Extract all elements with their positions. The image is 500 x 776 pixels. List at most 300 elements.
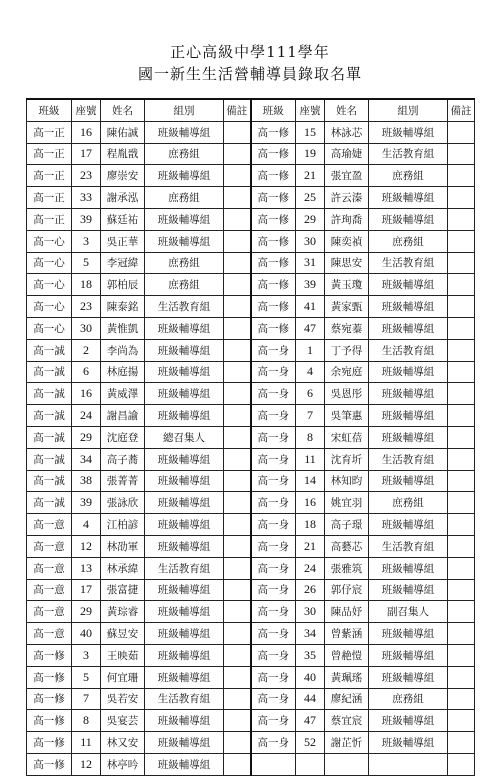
name-cell: 張詠欣 <box>101 492 145 514</box>
table-row <box>27 623 475 645</box>
name-cell: 高子蕎 <box>101 448 145 470</box>
remark-cell <box>224 143 251 165</box>
class-cell: 高一修 <box>251 208 296 230</box>
class-cell: 高一身 <box>251 579 296 601</box>
seat-cell <box>296 753 325 775</box>
name-cell: 余宛庭 <box>325 361 369 383</box>
seat-cell: 17 <box>72 143 101 165</box>
seat-cell: 26 <box>296 579 325 601</box>
name-cell: 吳恩彤 <box>325 383 369 405</box>
remark-cell <box>224 514 251 536</box>
table-row <box>27 230 475 252</box>
group-cell: 庶務組 <box>145 252 224 274</box>
remark-cell <box>448 208 475 230</box>
column-header-name: 姓名 <box>325 99 369 121</box>
group-cell: 班級輔導組 <box>369 514 448 536</box>
class-cell: 高一修 <box>251 296 296 318</box>
name-cell: 吳正華 <box>101 230 145 252</box>
group-cell: 班級輔導組 <box>145 710 224 732</box>
remark-cell <box>224 710 251 732</box>
remark-cell <box>448 361 475 383</box>
table-row <box>27 448 475 470</box>
name-cell: 何宜珊 <box>101 666 145 688</box>
seat-cell: 35 <box>296 644 325 666</box>
class-cell: 高一誠 <box>27 383 72 405</box>
class-cell: 高一修 <box>251 274 296 296</box>
seat-cell: 29 <box>72 601 101 623</box>
document-subtitle: 國一新生生活營輔導員錄取名單 <box>137 65 362 83</box>
seat-cell: 14 <box>296 470 325 492</box>
name-cell: 許珣喬 <box>325 208 369 230</box>
remark-cell <box>448 187 475 209</box>
group-cell: 班級輔導組 <box>369 361 448 383</box>
column-header-remark: 備註 <box>224 99 251 121</box>
name-cell: 林承緯 <box>101 557 145 579</box>
class-cell: 高一誠 <box>27 405 72 427</box>
remark-cell <box>224 535 251 557</box>
table-row <box>27 601 475 623</box>
remark-cell <box>448 557 475 579</box>
class-cell: 高一修 <box>27 710 72 732</box>
class-cell: 高一身 <box>251 361 296 383</box>
table-header-row <box>27 99 475 121</box>
seat-cell: 30 <box>296 601 325 623</box>
remark-cell <box>224 666 251 688</box>
name-cell: 高瑜婕 <box>325 143 369 165</box>
seat-cell: 18 <box>296 514 325 536</box>
class-cell <box>251 753 296 775</box>
group-cell: 副召集人 <box>369 601 448 623</box>
seat-cell: 39 <box>72 208 101 230</box>
seat-cell: 52 <box>296 732 325 754</box>
column-header-group: 組別 <box>369 99 448 121</box>
table-row <box>27 165 475 187</box>
name-cell: 陳品妤 <box>325 601 369 623</box>
name-cell: 蘇昱安 <box>101 623 145 645</box>
remark-cell <box>224 121 251 143</box>
seat-cell: 34 <box>296 623 325 645</box>
name-cell: 陳思安 <box>325 252 369 274</box>
remark-cell <box>448 470 475 492</box>
class-cell: 高一修 <box>251 143 296 165</box>
seat-cell: 5 <box>72 666 101 688</box>
seat-cell: 4 <box>296 361 325 383</box>
group-cell: 庶務組 <box>145 187 224 209</box>
class-cell: 高一修 <box>27 753 72 775</box>
seat-cell: 16 <box>296 492 325 514</box>
name-cell: 郭伃宸 <box>325 579 369 601</box>
remark-cell <box>448 143 475 165</box>
name-cell: 沈庭登 <box>101 426 145 448</box>
name-cell: 謝芷忻 <box>325 732 369 754</box>
group-cell: 班級輔導組 <box>369 426 448 448</box>
class-cell: 高一修 <box>251 121 296 143</box>
table-row <box>27 535 475 557</box>
name-cell: 林庭揚 <box>101 361 145 383</box>
remark-cell <box>224 492 251 514</box>
name-cell: 吳宴芸 <box>101 710 145 732</box>
group-cell: 班級輔導組 <box>145 644 224 666</box>
name-cell: 江柏諺 <box>101 514 145 536</box>
seat-cell: 39 <box>296 274 325 296</box>
group-cell: 班級輔導組 <box>369 644 448 666</box>
class-cell: 高一身 <box>251 492 296 514</box>
name-cell: 黃惟凱 <box>101 317 145 339</box>
name-cell: 陳佑誠 <box>101 121 145 143</box>
class-cell: 高一正 <box>27 121 72 143</box>
group-cell: 庶務組 <box>369 230 448 252</box>
seat-cell: 29 <box>296 208 325 230</box>
group-cell: 班級輔導組 <box>145 753 224 775</box>
seat-cell: 16 <box>72 121 101 143</box>
group-cell: 班級輔導組 <box>369 710 448 732</box>
group-cell: 班級輔導組 <box>145 666 224 688</box>
class-cell: 高一身 <box>251 448 296 470</box>
name-cell: 黃玉瓊 <box>325 274 369 296</box>
group-cell: 班級輔導組 <box>369 383 448 405</box>
remark-cell <box>224 361 251 383</box>
column-header-seat: 座號 <box>296 99 325 121</box>
seat-cell: 2 <box>72 339 101 361</box>
seat-cell: 15 <box>296 121 325 143</box>
name-cell: 謝承泓 <box>101 187 145 209</box>
table-row <box>27 710 475 732</box>
group-cell: 班級輔導組 <box>145 601 224 623</box>
seat-cell: 6 <box>296 383 325 405</box>
column-header-group: 組別 <box>145 99 224 121</box>
seat-cell: 1 <box>296 339 325 361</box>
class-cell: 高一修 <box>251 165 296 187</box>
column-header-class: 班級 <box>27 99 72 121</box>
remark-cell <box>224 405 251 427</box>
name-cell: 林劭軍 <box>101 535 145 557</box>
seat-cell: 25 <box>296 187 325 209</box>
table-row <box>27 426 475 448</box>
name-cell: 許云溱 <box>325 187 369 209</box>
group-cell: 庶務組 <box>369 492 448 514</box>
table-row <box>27 405 475 427</box>
group-cell: 班級輔導組 <box>145 492 224 514</box>
remark-cell <box>448 623 475 645</box>
column-header-name: 姓名 <box>101 99 145 121</box>
class-cell: 高一心 <box>27 230 72 252</box>
name-cell: 程胤戩 <box>101 143 145 165</box>
table-row <box>27 317 475 339</box>
remark-cell <box>224 579 251 601</box>
name-cell: 張菁菁 <box>101 470 145 492</box>
remark-cell <box>224 296 251 318</box>
seat-cell: 24 <box>72 405 101 427</box>
remark-cell <box>448 535 475 557</box>
name-cell: 張雅筑 <box>325 557 369 579</box>
class-cell: 高一身 <box>251 644 296 666</box>
name-cell: 王映茹 <box>101 644 145 666</box>
seat-cell: 31 <box>296 252 325 274</box>
class-cell: 高一誠 <box>27 448 72 470</box>
remark-cell <box>448 644 475 666</box>
group-cell: 生活教育組 <box>369 535 448 557</box>
name-cell: 林詠芯 <box>325 121 369 143</box>
group-cell: 班級輔導組 <box>145 535 224 557</box>
group-cell: 班級輔導組 <box>369 666 448 688</box>
group-cell: 生活教育組 <box>369 143 448 165</box>
group-cell: 班級輔導組 <box>145 121 224 143</box>
remark-cell <box>448 753 475 775</box>
class-cell: 高一修 <box>27 666 72 688</box>
name-cell: 蔡宜宸 <box>325 710 369 732</box>
group-cell: 班級輔導組 <box>145 623 224 645</box>
table-row <box>27 143 475 165</box>
seat-cell: 7 <box>296 405 325 427</box>
table-row <box>27 208 475 230</box>
seat-cell: 23 <box>72 165 101 187</box>
remark-cell <box>224 557 251 579</box>
table-row <box>27 557 475 579</box>
name-cell: 蔡宛蓁 <box>325 317 369 339</box>
remark-cell <box>448 252 475 274</box>
group-cell: 庶務組 <box>145 143 224 165</box>
group-cell: 班級輔導組 <box>145 383 224 405</box>
group-cell: 生活教育組 <box>145 688 224 710</box>
remark-cell <box>224 644 251 666</box>
seat-cell: 3 <box>72 644 101 666</box>
seat-cell: 40 <box>72 623 101 645</box>
class-cell: 高一意 <box>27 623 72 645</box>
name-cell: 廖紀涵 <box>325 688 369 710</box>
remark-cell <box>224 426 251 448</box>
name-cell: 吳若安 <box>101 688 145 710</box>
column-header-class: 班級 <box>251 99 296 121</box>
name-cell: 陳泰銘 <box>101 296 145 318</box>
class-cell: 高一意 <box>27 535 72 557</box>
group-cell: 生活教育組 <box>369 339 448 361</box>
table-row <box>27 470 475 492</box>
seat-cell: 7 <box>72 688 101 710</box>
document-title: 正心高級中學111學年 <box>170 43 330 61</box>
table-row <box>27 339 475 361</box>
class-cell: 高一修 <box>251 187 296 209</box>
group-cell: 生活教育組 <box>369 448 448 470</box>
seat-cell: 33 <box>72 187 101 209</box>
group-cell: 生活教育組 <box>145 296 224 318</box>
class-cell: 高一身 <box>251 623 296 645</box>
group-cell: 班級輔導組 <box>145 208 224 230</box>
class-cell: 高一意 <box>27 601 72 623</box>
group-cell: 班級輔導組 <box>369 579 448 601</box>
seat-cell: 29 <box>72 426 101 448</box>
table-row <box>27 274 475 296</box>
name-cell: 高藝芯 <box>325 535 369 557</box>
seat-cell: 21 <box>296 165 325 187</box>
remark-cell <box>448 579 475 601</box>
remark-cell <box>224 230 251 252</box>
class-cell: 高一誠 <box>27 426 72 448</box>
group-cell: 班級輔導組 <box>145 165 224 187</box>
group-cell: 班級輔導組 <box>369 470 448 492</box>
class-cell: 高一修 <box>251 230 296 252</box>
group-cell: 班級輔導組 <box>369 274 448 296</box>
remark-cell <box>224 187 251 209</box>
class-cell: 高一身 <box>251 601 296 623</box>
class-cell: 高一身 <box>251 535 296 557</box>
seat-cell: 12 <box>72 753 101 775</box>
group-cell: 庶務組 <box>369 165 448 187</box>
remark-cell <box>448 339 475 361</box>
group-cell: 班級輔導組 <box>369 317 448 339</box>
remark-cell <box>224 470 251 492</box>
name-cell: 陳奕禎 <box>325 230 369 252</box>
group-cell: 班級輔導組 <box>369 187 448 209</box>
name-cell: 蘇廷祐 <box>101 208 145 230</box>
class-cell: 高一身 <box>251 339 296 361</box>
remark-cell <box>224 623 251 645</box>
group-cell: 班級輔導組 <box>145 230 224 252</box>
name-cell: 張富捷 <box>101 579 145 601</box>
group-cell <box>369 753 448 775</box>
class-cell: 高一身 <box>251 383 296 405</box>
group-cell: 班級輔導組 <box>145 732 224 754</box>
name-cell: 黃珮瑤 <box>325 666 369 688</box>
seat-cell: 8 <box>72 710 101 732</box>
class-cell: 高一身 <box>251 405 296 427</box>
class-cell: 高一心 <box>27 252 72 274</box>
seat-cell: 11 <box>72 732 101 754</box>
remark-cell <box>448 732 475 754</box>
remark-cell <box>448 666 475 688</box>
group-cell: 班級輔導組 <box>369 208 448 230</box>
name-cell: 姚宜羽 <box>325 492 369 514</box>
remark-cell <box>448 121 475 143</box>
group-cell: 班級輔導組 <box>369 623 448 645</box>
remark-cell <box>448 514 475 536</box>
class-cell: 高一心 <box>27 317 72 339</box>
name-cell: 李冠緯 <box>101 252 145 274</box>
class-cell: 高一意 <box>27 557 72 579</box>
seat-cell: 5 <box>72 252 101 274</box>
seat-cell: 18 <box>72 274 101 296</box>
class-cell: 高一身 <box>251 470 296 492</box>
table-row <box>27 579 475 601</box>
group-cell: 班級輔導組 <box>145 317 224 339</box>
name-cell: 高子璟 <box>325 514 369 536</box>
name-cell: 廖崇安 <box>101 165 145 187</box>
seat-cell: 34 <box>72 448 101 470</box>
group-cell: 生活教育組 <box>145 557 224 579</box>
seat-cell: 47 <box>296 710 325 732</box>
group-cell: 班級輔導組 <box>145 579 224 601</box>
class-cell: 高一身 <box>251 732 296 754</box>
class-cell: 高一正 <box>27 208 72 230</box>
group-cell: 庶務組 <box>145 274 224 296</box>
name-cell: 林又安 <box>101 732 145 754</box>
seat-cell: 16 <box>72 383 101 405</box>
seat-cell: 38 <box>72 470 101 492</box>
class-cell: 高一修 <box>27 732 72 754</box>
seat-cell: 44 <box>296 688 325 710</box>
seat-cell: 19 <box>296 143 325 165</box>
remark-cell <box>224 317 251 339</box>
class-cell: 高一身 <box>251 710 296 732</box>
remark-cell <box>448 296 475 318</box>
table-row <box>27 187 475 209</box>
name-cell: 李尚為 <box>101 339 145 361</box>
name-cell: 曾紫涵 <box>325 623 369 645</box>
seat-cell: 4 <box>72 514 101 536</box>
group-cell: 班級輔導組 <box>145 361 224 383</box>
remark-cell <box>448 230 475 252</box>
remark-cell <box>448 165 475 187</box>
name-cell: 曾赩愷 <box>325 644 369 666</box>
remark-cell <box>224 383 251 405</box>
table-row <box>27 666 475 688</box>
table-row <box>27 732 475 754</box>
group-cell: 班級輔導組 <box>145 339 224 361</box>
remark-cell <box>224 252 251 274</box>
table-row <box>27 644 475 666</box>
seat-cell: 30 <box>72 317 101 339</box>
group-cell: 庶務組 <box>369 688 448 710</box>
name-cell: 沈育圻 <box>325 448 369 470</box>
group-cell: 總召集人 <box>145 426 224 448</box>
class-cell: 高一身 <box>251 426 296 448</box>
class-cell: 高一修 <box>251 252 296 274</box>
group-cell: 班級輔導組 <box>369 405 448 427</box>
class-cell: 高一心 <box>27 296 72 318</box>
class-cell: 高一身 <box>251 688 296 710</box>
remark-cell <box>224 601 251 623</box>
table-row <box>27 492 475 514</box>
seat-cell: 23 <box>72 296 101 318</box>
name-cell: 林亭吟 <box>101 753 145 775</box>
name-cell: 吳筆惠 <box>325 405 369 427</box>
seat-cell: 12 <box>72 535 101 557</box>
group-cell: 班級輔導組 <box>369 732 448 754</box>
class-cell: 高一誠 <box>27 470 72 492</box>
table-body <box>27 121 475 775</box>
name-cell <box>325 753 369 775</box>
name-cell: 宋虹蓓 <box>325 426 369 448</box>
name-cell: 張宜盈 <box>325 165 369 187</box>
seat-cell: 8 <box>296 426 325 448</box>
class-cell: 高一修 <box>251 317 296 339</box>
group-cell: 生活教育組 <box>369 252 448 274</box>
name-cell: 黃威澤 <box>101 383 145 405</box>
table-row <box>27 252 475 274</box>
remark-cell <box>448 448 475 470</box>
group-cell: 班級輔導組 <box>145 514 224 536</box>
table-row <box>27 361 475 383</box>
remark-cell <box>448 601 475 623</box>
class-cell: 高一心 <box>27 274 72 296</box>
roster-table <box>26 98 475 776</box>
seat-cell: 30 <box>296 230 325 252</box>
remark-cell <box>448 274 475 296</box>
seat-cell: 6 <box>72 361 101 383</box>
remark-cell <box>448 383 475 405</box>
class-cell: 高一修 <box>27 644 72 666</box>
name-cell: 林知昀 <box>325 470 369 492</box>
group-cell: 班級輔導組 <box>369 121 448 143</box>
seat-cell: 41 <box>296 296 325 318</box>
seat-cell: 39 <box>72 492 101 514</box>
remark-cell <box>448 317 475 339</box>
name-cell: 郭柏辰 <box>101 274 145 296</box>
class-cell: 高一正 <box>27 143 72 165</box>
remark-cell <box>224 339 251 361</box>
column-header-remark: 備註 <box>448 99 475 121</box>
name-cell: 黃琮睿 <box>101 601 145 623</box>
seat-cell: 3 <box>72 230 101 252</box>
